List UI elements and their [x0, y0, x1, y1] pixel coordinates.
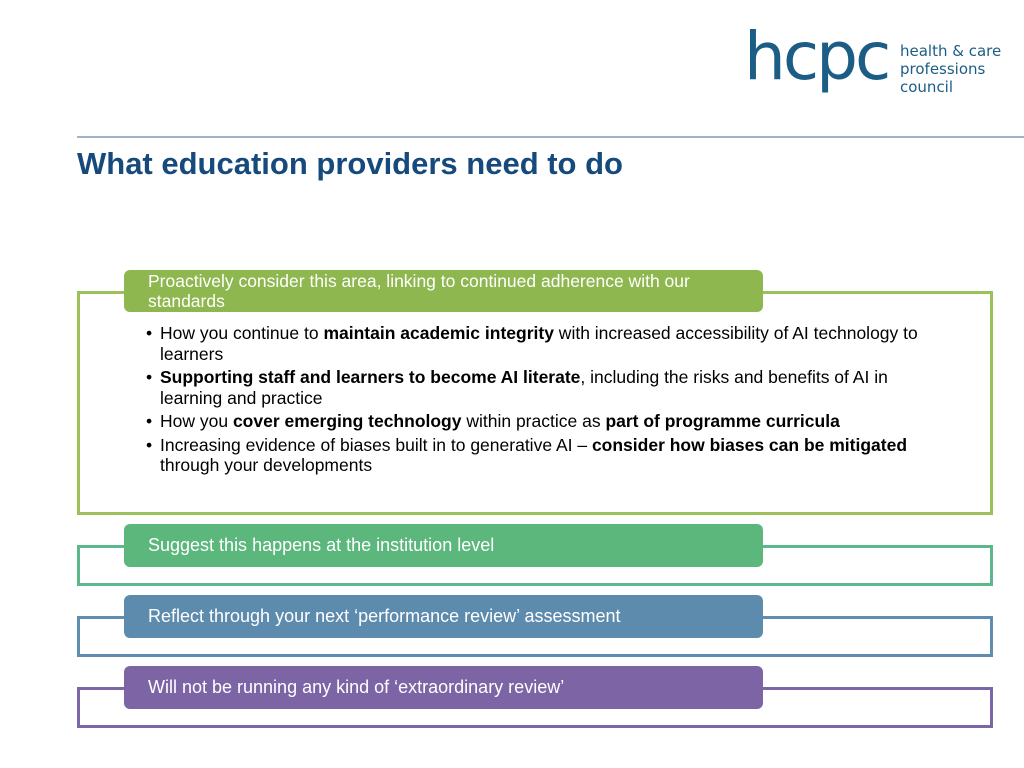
bullet-emphasis: cover emerging technology [232, 411, 462, 431]
bullet-emphasis: part of programme curricula [605, 411, 840, 431]
logo-subtitle [900, 42, 1001, 96]
bullet-text: Increasing evidence of biases built in to generative AI – [160, 434, 592, 455]
logo-mark: hcpc [744, 18, 889, 95]
bullet-emphasis: maintain academic integrity [323, 323, 554, 343]
bullet-item [146, 367, 936, 408]
bullet-item [146, 323, 936, 364]
bullet-text: with increased accessibility of AI technology to learners [160, 323, 918, 364]
bullet-item [146, 435, 936, 476]
bullet-emphasis: consider how biases can be mitigated [591, 434, 908, 455]
logo-line-3: council [900, 78, 954, 96]
bullet-text: within practice as [461, 411, 606, 431]
logo-line-2: professions [900, 60, 986, 78]
panel-institution-header: Suggest this happens at the institution level [124, 524, 763, 567]
panel-performance-review-header: Reflect through your next ‘performance review’ assessment [124, 595, 763, 638]
hcpc-logo [744, 18, 1004, 110]
bullet-item [146, 411, 936, 432]
logo-line-1: health & care [900, 42, 1002, 60]
bullet-text: through your developments [160, 455, 373, 475]
bullet-emphasis: Supporting staff and learners to become AI literate [160, 367, 581, 387]
bullet-text: How you [160, 411, 233, 431]
bullet-list [146, 323, 936, 479]
panel-extraordinary-review-header: Will not be running any kind of ‘extraordinary review’ [124, 666, 763, 709]
bullet-text: , including the risks and benefits of AI in learning and practice [160, 367, 888, 408]
page-title: What education providers need to do [77, 146, 623, 181]
bullet-text: How you continue to [160, 323, 324, 343]
panel-proactive-header: Proactively consider this area, linking to continued adherence with our standards [124, 270, 763, 312]
header-divider [77, 136, 1024, 138]
